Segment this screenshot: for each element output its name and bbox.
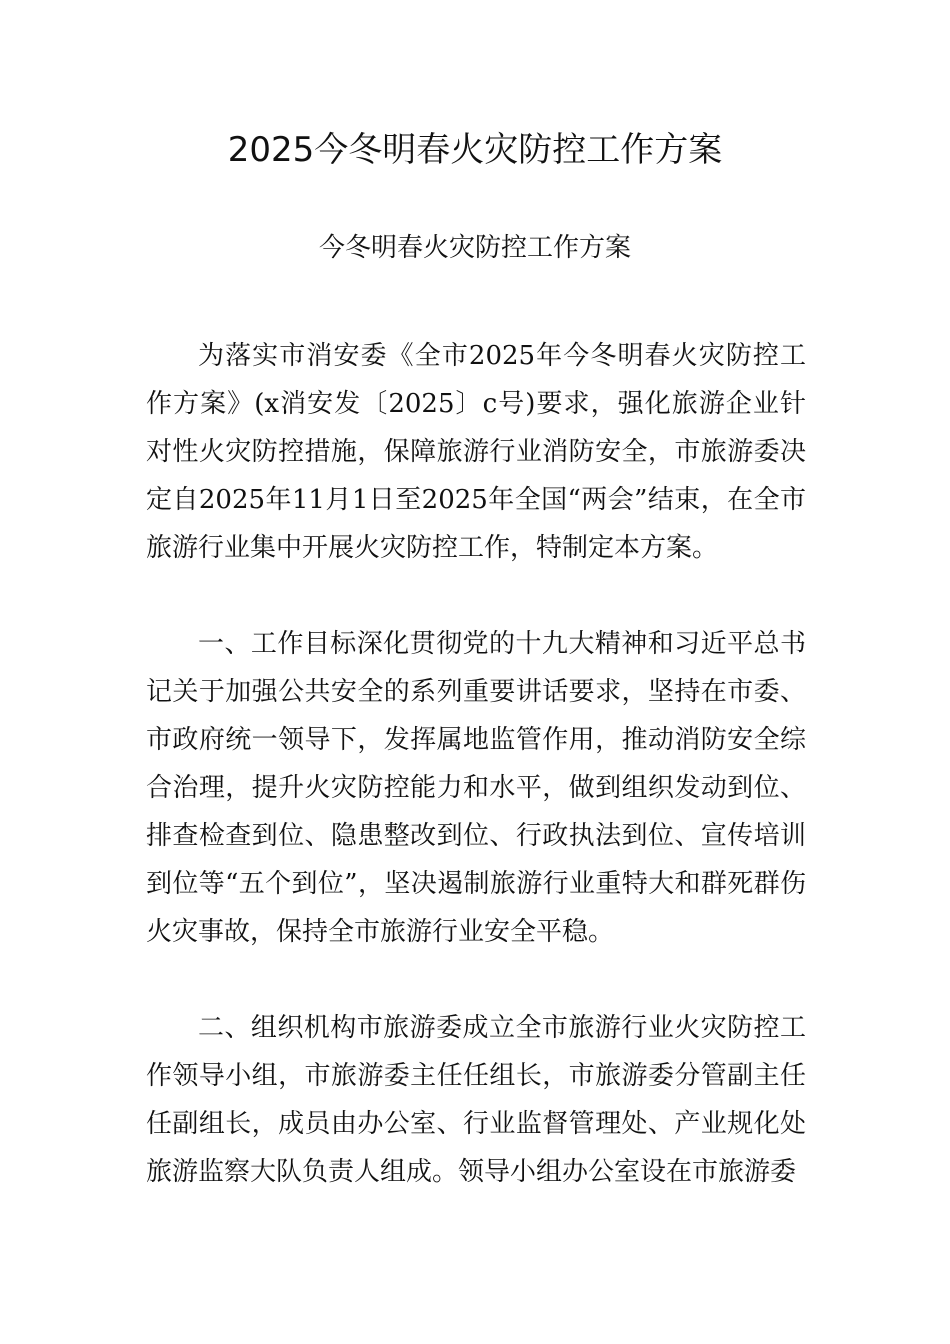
paragraph-organization: 二、组织机构市旅游委成立全市旅游行业火灾防控工作领导小组，市旅游委主任任组长，市旅游委分管副主任任副组长，成员由办公室、行业监督管理处、产业规化处旅游监察大队负责人组成。领导小组办公室设在市旅游委 [146,1013,806,1187]
paragraph-work-goals: 一、工作目标深化贯彻党的十九大精神和习近平总书记关于加强公共安全的系列重要讲话要求，坚持在市委、市政府统一领导下，发挥属地监管作用，推动消防安全综合治理，提升火灾防控能力和水平，做到组织发动到位、排查检查到位、隐患整改到位、行政执法到位、宣传培训到位等“五个到位”，坚决遏制旅游行业重特大和群死群伤火灾事故，保持全市旅游行业安全平稳。 [146,629,806,947]
document-title: 2025今冬明春火灾防控工作方案 [227,130,723,170]
document-subtitle: 今冬明春火灾防控工作方案 [318,233,631,263]
document-body [146,332,806,1196]
paragraph-intro: 为落实市消安委《全市2025年今冬明春火灾防控工作方案》(x消安发〔2025〕c号)要求，强化旅游企业针对性火灾防控措施，保障旅游行业消防安全，市旅游委决定自2025年11月1日至2025年全国“两会”结束，在全市旅游行业集中开展火灾防控工作，特制定本方案。 [146,341,806,563]
